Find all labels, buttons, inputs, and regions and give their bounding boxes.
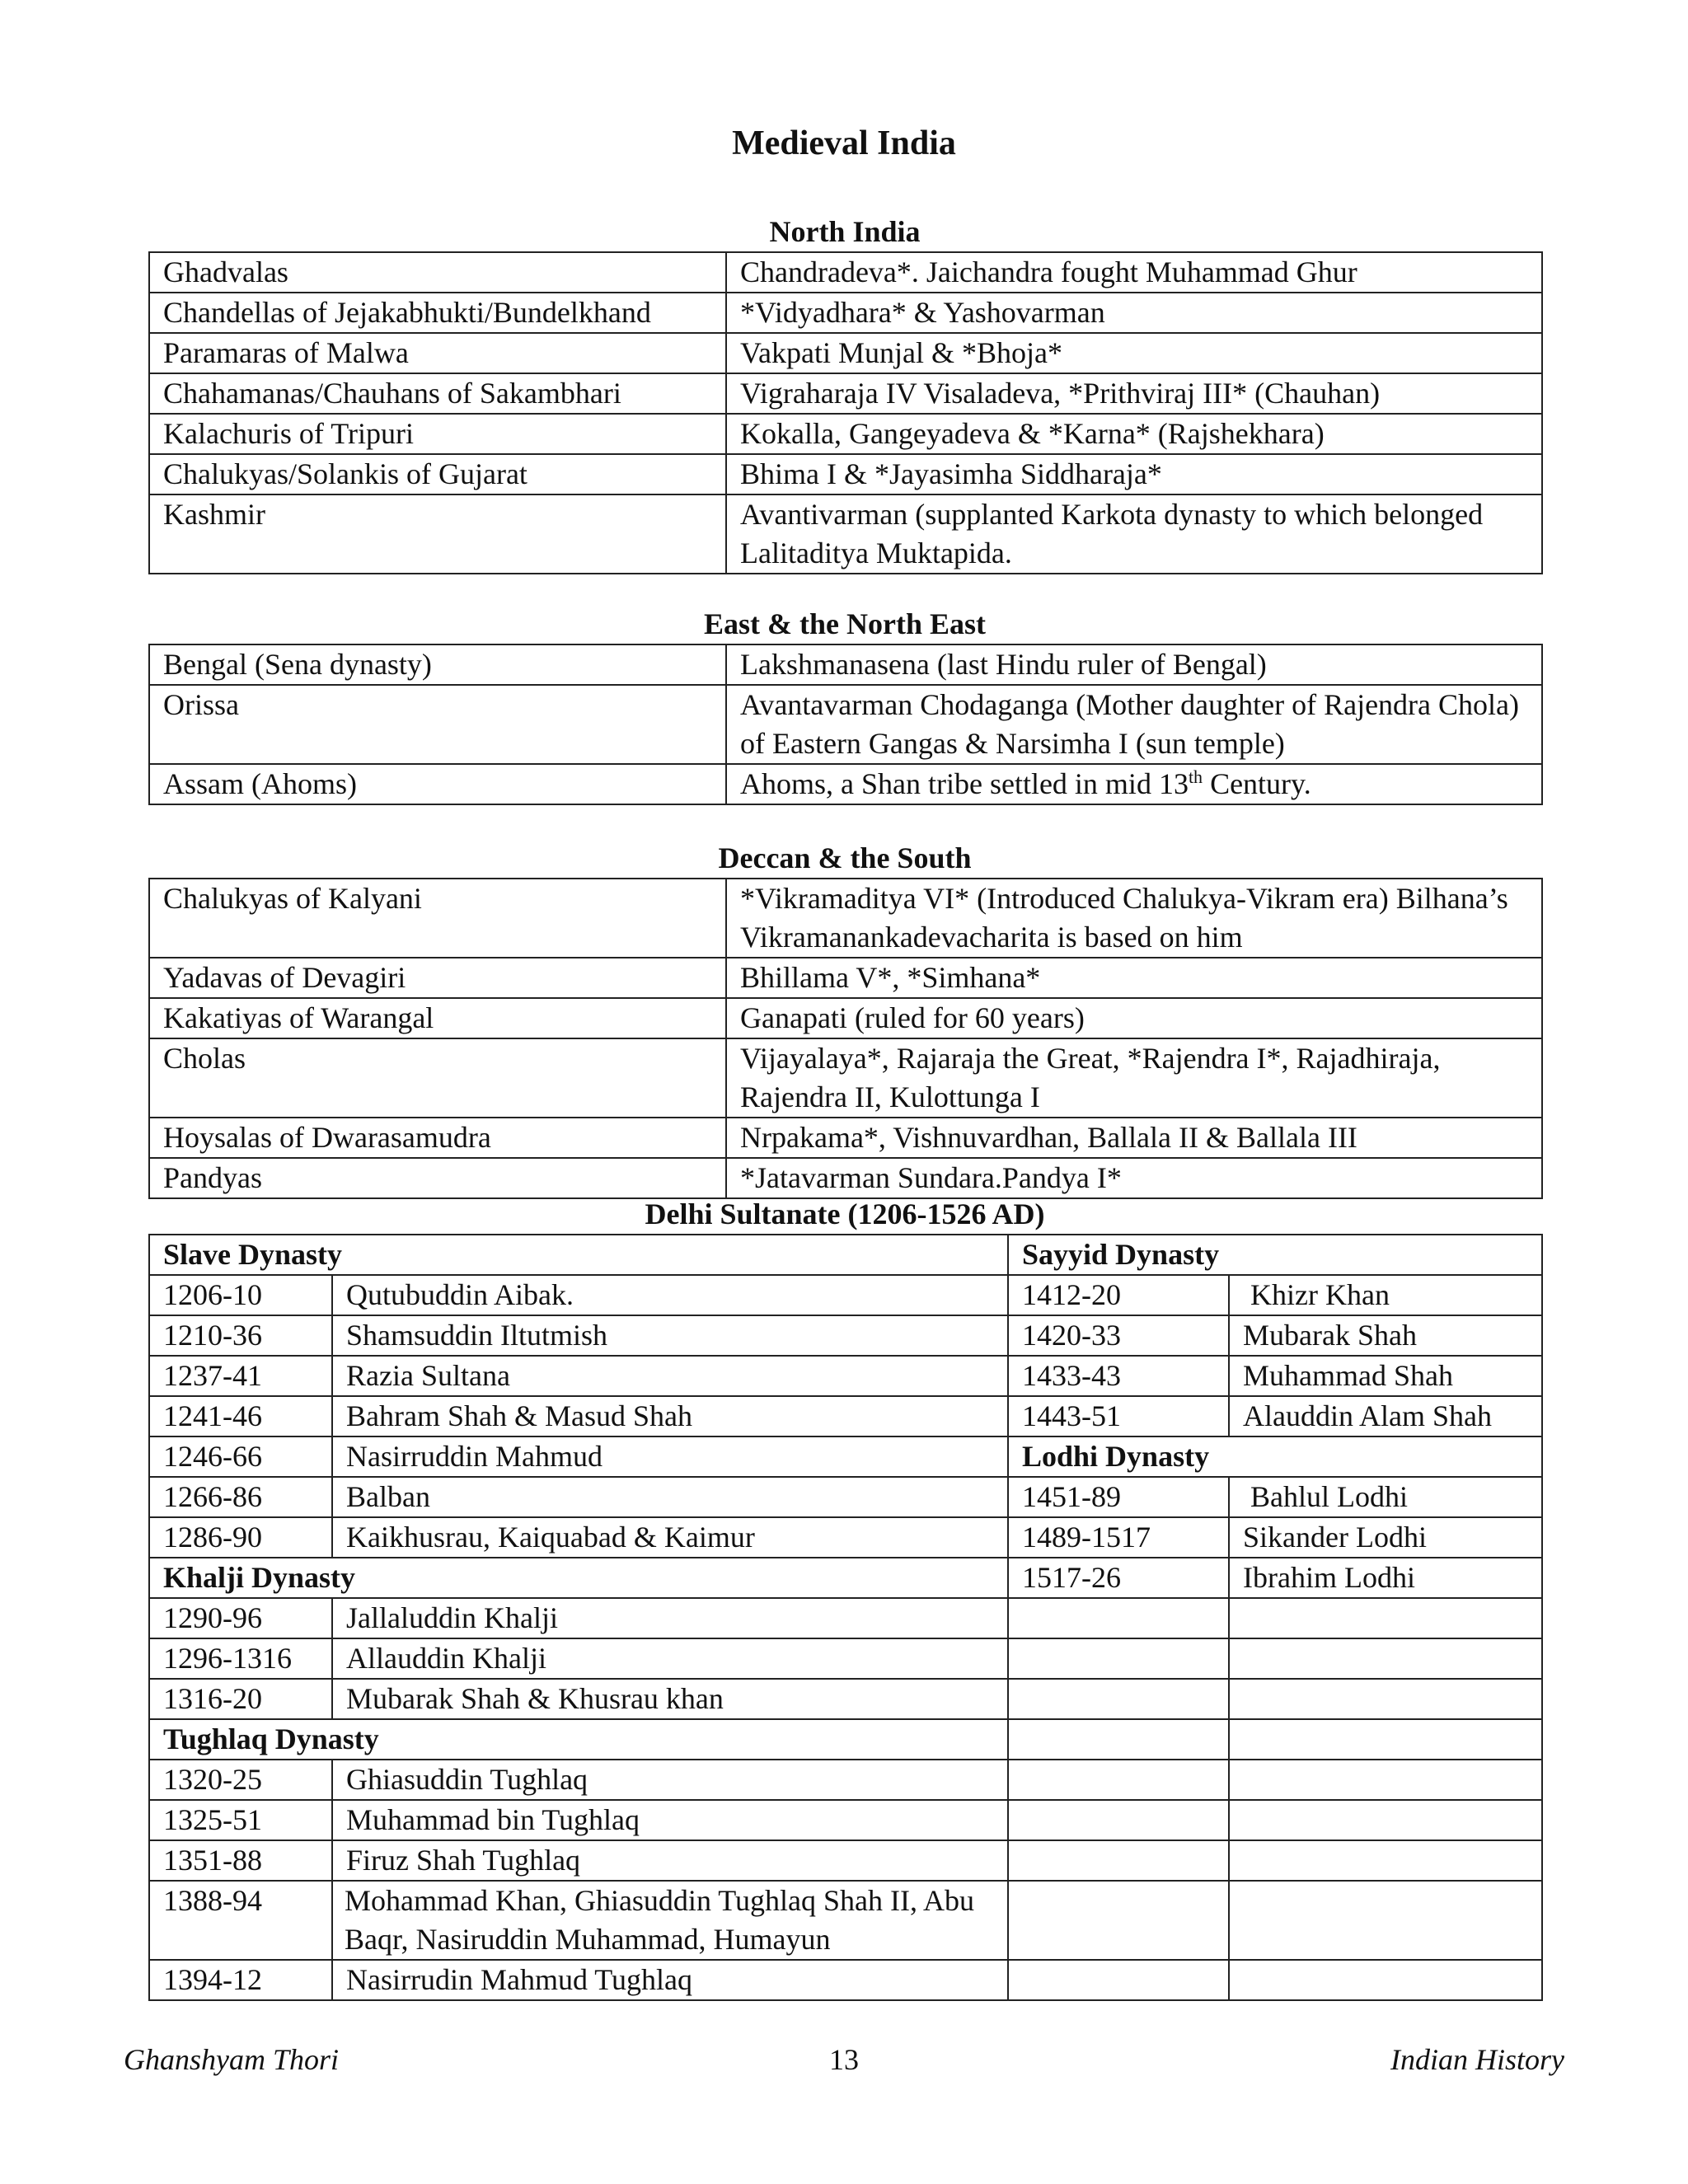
years-cell: 1316-20 bbox=[149, 1679, 332, 1719]
table-row bbox=[149, 1477, 1542, 1517]
rulers-cell: Avantivarman (supplanted Karkota dynasty to which belonged Lalitaditya Muktapida. bbox=[726, 494, 1542, 574]
ruler-cell: Sikander Lodhi bbox=[1229, 1517, 1542, 1558]
table-row bbox=[149, 1118, 1542, 1158]
empty-cell bbox=[1008, 1719, 1229, 1760]
ruler-cell: Firuz Shah Tughlaq bbox=[332, 1840, 1008, 1881]
years-cell: 1420-33 bbox=[1008, 1315, 1229, 1356]
ruler-cell: Allauddin Khalji bbox=[332, 1638, 1008, 1679]
empty-cell bbox=[1229, 1598, 1542, 1638]
region-cell: Ghadvalas bbox=[149, 252, 726, 293]
ruler-cell: Kaikhusrau, Kaiquabad & Kaimur bbox=[332, 1517, 1008, 1558]
footer-subject: Indian History bbox=[1390, 2043, 1564, 2076]
table-row bbox=[149, 1158, 1542, 1198]
rulers-cell: Bhillama V*, *Simhana* bbox=[726, 958, 1542, 998]
north-india-table bbox=[148, 251, 1543, 574]
rulers-cell: Avantavarman Chodaganga (Mother daughter of Rajendra Chola) of Eastern Gangas & Narsimha I (sun temple) bbox=[726, 685, 1542, 764]
sultanate-table bbox=[148, 1234, 1543, 2001]
table-row bbox=[149, 1558, 1542, 1598]
ruler-cell: Mohammad Khan, Ghiasuddin Tughlaq Shah II, Abu Baqr, Nasiruddin Muhammad, Humayun bbox=[332, 1881, 1008, 1960]
rulers-text: Ahoms, a Shan tribe settled in mid 13 bbox=[740, 767, 1189, 800]
region-cell: Yadavas of Devagiri bbox=[149, 958, 726, 998]
table-row bbox=[149, 879, 1542, 958]
deccan-heading: Deccan & the South bbox=[718, 841, 972, 874]
region-cell: Chalukyas of Kalyani bbox=[149, 879, 726, 958]
ruler-cell: Muhammad bin Tughlaq bbox=[332, 1800, 1008, 1840]
table-row bbox=[149, 1960, 1542, 2000]
rulers-cell: Vakpati Munjal & *Bhoja* bbox=[726, 333, 1542, 373]
table-row bbox=[149, 414, 1542, 454]
empty-cell bbox=[1229, 1638, 1542, 1679]
ruler-cell: Nasirruddin Mahmud bbox=[332, 1436, 1008, 1477]
years-cell: 1241-46 bbox=[149, 1396, 332, 1436]
ruler-cell: Khizr Khan bbox=[1229, 1275, 1542, 1315]
ruler-cell: Mubarak Shah & Khusrau khan bbox=[332, 1679, 1008, 1719]
table-row bbox=[149, 764, 1542, 804]
empty-cell bbox=[1008, 1881, 1229, 1960]
table-row bbox=[149, 1315, 1542, 1356]
ruler-cell: Mubarak Shah bbox=[1229, 1315, 1542, 1356]
footer-author: Ghanshyam Thori bbox=[124, 2043, 340, 2076]
dynasty-heading: Slave Dynasty bbox=[149, 1235, 1008, 1275]
region-cell: Paramaras of Malwa bbox=[149, 333, 726, 373]
ruler-cell: Muhammad Shah bbox=[1229, 1356, 1542, 1396]
region-cell: Kakatiyas of Warangal bbox=[149, 998, 726, 1038]
rulers-cell: Bhima I & *Jayasimha Siddharaja* bbox=[726, 454, 1542, 494]
empty-cell bbox=[1229, 1760, 1542, 1800]
years-cell: 1412-20 bbox=[1008, 1275, 1229, 1315]
rulers-cell: *Jatavarman Sundara.Pandya I* bbox=[726, 1158, 1542, 1198]
dynasty-heading: Sayyid Dynasty bbox=[1008, 1235, 1542, 1275]
table-row bbox=[149, 1517, 1542, 1558]
table-row bbox=[149, 454, 1542, 494]
ruler-cell: Alauddin Alam Shah bbox=[1229, 1396, 1542, 1436]
table-row bbox=[149, 1235, 1542, 1275]
rulers-cell: Chandradeva*. Jaichandra fought Muhammad Ghur bbox=[726, 252, 1542, 293]
region-cell: Cholas bbox=[149, 1038, 726, 1118]
years-cell: 1489-1517 bbox=[1008, 1517, 1229, 1558]
empty-cell bbox=[1008, 1638, 1229, 1679]
years-cell: 1517-26 bbox=[1008, 1558, 1229, 1598]
table-row bbox=[149, 252, 1542, 293]
table-row bbox=[149, 1840, 1542, 1881]
ruler-cell: Razia Sultana bbox=[332, 1356, 1008, 1396]
table-row bbox=[149, 685, 1542, 764]
region-cell: Chalukyas/Solankis of Gujarat bbox=[149, 454, 726, 494]
empty-cell bbox=[1229, 1679, 1542, 1719]
region-cell: Assam (Ahoms) bbox=[149, 764, 726, 804]
empty-cell bbox=[1229, 1840, 1542, 1881]
table-row bbox=[149, 998, 1542, 1038]
rulers-cell: Nrpakama*, Vishnuvardhan, Ballala II & Ballala III bbox=[726, 1118, 1542, 1158]
years-cell: 1206-10 bbox=[149, 1275, 332, 1315]
table-row bbox=[149, 1800, 1542, 1840]
ruler-cell: Jallaluddin Khalji bbox=[332, 1598, 1008, 1638]
table-row bbox=[149, 1436, 1542, 1477]
years-cell: 1388-94 bbox=[149, 1881, 332, 1960]
empty-cell bbox=[1008, 1679, 1229, 1719]
rulers-cell: Lakshmanasena (last Hindu ruler of Bengal) bbox=[726, 644, 1542, 685]
empty-cell bbox=[1229, 1881, 1542, 1960]
empty-cell bbox=[1008, 1598, 1229, 1638]
ruler-cell: Nasirrudin Mahmud Tughlaq bbox=[332, 1960, 1008, 2000]
table-row bbox=[149, 373, 1542, 414]
ruler-cell: Ibrahim Lodhi bbox=[1229, 1558, 1542, 1598]
dynasty-heading: Tughlaq Dynasty bbox=[149, 1719, 1008, 1760]
rulers-cell: *Vikramaditya VI* (Introduced Chalukya-Vikram era) Bilhana’s Vikramanankadevacharita is based on him bbox=[726, 879, 1542, 958]
empty-cell bbox=[1008, 1760, 1229, 1800]
table-row bbox=[149, 1396, 1542, 1436]
empty-cell bbox=[1008, 1960, 1229, 2000]
rulers-text: Century. bbox=[1203, 767, 1311, 800]
region-cell: Chandellas of Jejakabhukti/Bundelkhand bbox=[149, 293, 726, 333]
empty-cell bbox=[1008, 1840, 1229, 1881]
empty-cell bbox=[1229, 1719, 1542, 1760]
rulers-cell: Vijayalaya*, Rajaraja the Great, *Rajendra I*, Rajadhiraja, Rajendra II, Kulottunga I bbox=[726, 1038, 1542, 1118]
years-cell: 1394-12 bbox=[149, 1960, 332, 2000]
page-title: Medieval India bbox=[732, 124, 956, 162]
table-row bbox=[149, 1638, 1542, 1679]
years-cell: 1320-25 bbox=[149, 1760, 332, 1800]
region-cell: Kalachuris of Tripuri bbox=[149, 414, 726, 454]
dynasty-heading: Lodhi Dynasty bbox=[1008, 1436, 1542, 1477]
empty-cell bbox=[1229, 1960, 1542, 2000]
years-cell: 1443-51 bbox=[1008, 1396, 1229, 1436]
years-cell: 1266-86 bbox=[149, 1477, 332, 1517]
table-row bbox=[149, 644, 1542, 685]
table-row bbox=[149, 1356, 1542, 1396]
table-row bbox=[149, 1719, 1542, 1760]
dynasty-heading: Khalji Dynasty bbox=[149, 1558, 1008, 1598]
region-cell: Bengal (Sena dynasty) bbox=[149, 644, 726, 685]
region-cell: Kashmir bbox=[149, 494, 726, 574]
ordinal-suffix: th bbox=[1188, 766, 1203, 787]
table-row bbox=[149, 958, 1542, 998]
region-cell: Hoysalas of Dwarasamudra bbox=[149, 1118, 726, 1158]
empty-cell bbox=[1008, 1800, 1229, 1840]
rulers-cell: *Vidyadhara* & Yashovarman bbox=[726, 293, 1542, 333]
region-cell: Chahamanas/Chauhans of Sakambhari bbox=[149, 373, 726, 414]
rulers-cell: Vigraharaja IV Visaladeva, *Prithviraj III* (Chauhan) bbox=[726, 373, 1542, 414]
rulers-cell: Kokalla, Gangeyadeva & *Karna* (Rajshekhara) bbox=[726, 414, 1542, 454]
ruler-cell: Ghiasuddin Tughlaq bbox=[332, 1760, 1008, 1800]
table-row bbox=[149, 1275, 1542, 1315]
table-row bbox=[149, 1760, 1542, 1800]
years-cell: 1237-41 bbox=[149, 1356, 332, 1396]
table-row bbox=[149, 1679, 1542, 1719]
page-number: 13 bbox=[829, 2043, 859, 2076]
table-row bbox=[149, 494, 1542, 574]
table-row bbox=[149, 1038, 1542, 1118]
rulers-cell: Ganapati (ruled for 60 years) bbox=[726, 998, 1542, 1038]
ruler-cell: Balban bbox=[332, 1477, 1008, 1517]
deccan-table bbox=[148, 878, 1543, 1199]
years-cell: 1451-89 bbox=[1008, 1477, 1229, 1517]
east-heading: East & the North East bbox=[704, 607, 986, 640]
table-row bbox=[149, 293, 1542, 333]
years-cell: 1325-51 bbox=[149, 1800, 332, 1840]
years-cell: 1246-66 bbox=[149, 1436, 332, 1477]
ruler-cell: Qutubuddin Aibak. bbox=[332, 1275, 1008, 1315]
north-india-heading: North India bbox=[769, 215, 921, 248]
years-cell: 1290-96 bbox=[149, 1598, 332, 1638]
years-cell: 1351-88 bbox=[149, 1840, 332, 1881]
table-row bbox=[149, 333, 1542, 373]
region-cell: Pandyas bbox=[149, 1158, 726, 1198]
east-table bbox=[148, 644, 1543, 805]
years-cell: 1210-36 bbox=[149, 1315, 332, 1356]
sultanate-heading: Delhi Sultanate (1206-1526 AD) bbox=[645, 1197, 1045, 1230]
table-row bbox=[149, 1598, 1542, 1638]
empty-cell bbox=[1229, 1800, 1542, 1840]
years-cell: 1286-90 bbox=[149, 1517, 332, 1558]
ruler-cell: Shamsuddin Iltutmish bbox=[332, 1315, 1008, 1356]
years-cell: 1433-43 bbox=[1008, 1356, 1229, 1396]
years-cell: 1296-1316 bbox=[149, 1638, 332, 1679]
rulers-cell bbox=[726, 764, 1542, 804]
region-cell: Orissa bbox=[149, 685, 726, 764]
ruler-cell: Bahlul Lodhi bbox=[1229, 1477, 1542, 1517]
ruler-cell: Bahram Shah & Masud Shah bbox=[332, 1396, 1008, 1436]
table-row bbox=[149, 1881, 1542, 1960]
